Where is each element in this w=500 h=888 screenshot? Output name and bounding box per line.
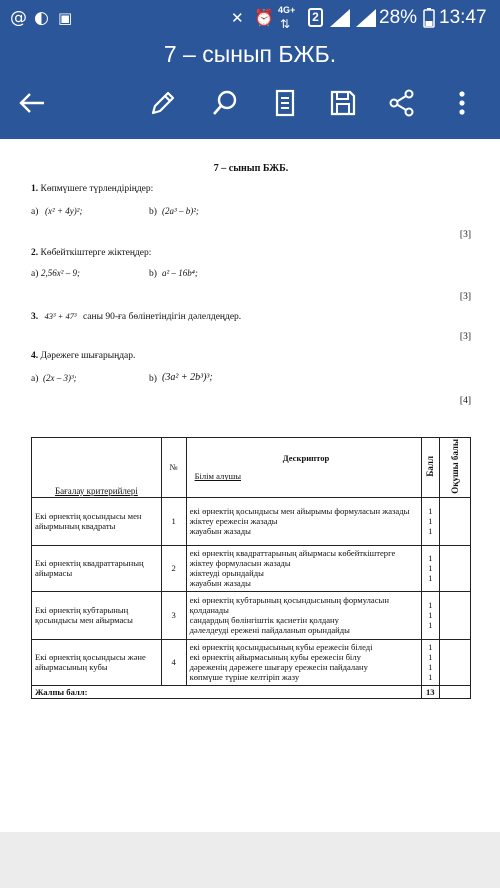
total-value: 13 — [421, 685, 440, 698]
reading-view-button[interactable] — [265, 84, 305, 122]
question-1-number: 1. — [31, 184, 39, 194]
mute-icon: ✕ — [231, 9, 244, 27]
descriptor-item: екі өрнектің айырмасының кубы ережесін білу — [189, 652, 361, 663]
signal-2-icon — [356, 9, 376, 27]
question-3 — [31, 311, 241, 322]
points-value: 1 — [428, 553, 433, 564]
descriptor-cell — [186, 591, 421, 639]
more-vertical-icon — [447, 88, 477, 118]
question-2-b-label: b) — [149, 269, 157, 279]
header-points-label: Балл — [425, 456, 436, 477]
battery-icon — [423, 8, 435, 28]
points-value: 1 — [428, 662, 433, 673]
share-button[interactable] — [382, 84, 422, 122]
points-value: 1 — [428, 506, 433, 517]
network-type: 4G+ — [278, 5, 296, 15]
header-descriptor — [186, 438, 421, 498]
more-options-button[interactable] — [442, 84, 482, 122]
question-4-score: [4] — [459, 396, 471, 406]
signal-icon — [330, 9, 350, 27]
criterion-cell: Екі өрнектің қосындысы және айырмасының кубы — [32, 639, 162, 685]
header-student-label: Білім алушы — [194, 471, 242, 482]
table-total-row — [32, 685, 471, 698]
points-value: 1 — [428, 610, 433, 621]
at-icon: @ — [10, 8, 27, 28]
question-4-text: Дәрежеге шығарыңдар. — [40, 351, 136, 361]
question-2-text: Көбейткіштерге жіктеңдер: — [40, 248, 152, 258]
status-bar — [0, 0, 500, 36]
search-button[interactable] — [205, 84, 245, 122]
doc-heading: 7 – сынып БЖБ. — [213, 163, 289, 174]
question-2-b-formula: a² – 16b⁴; — [162, 268, 198, 278]
descriptor-item: жіктеуді орындайды — [189, 568, 264, 579]
descriptor-item: жіктеу ережесін жазады — [189, 516, 278, 527]
points-cell — [421, 497, 440, 545]
app-icon: ◐ — [34, 8, 49, 28]
question-2-number: 2. — [31, 248, 39, 258]
header-student-points-label: Оқушы балы — [450, 439, 461, 494]
table-row — [32, 639, 471, 685]
header-criteria — [32, 438, 162, 498]
question-4-number: 4. — [31, 351, 39, 361]
question-1-a-label: a) — [31, 207, 39, 217]
table-header-row — [32, 438, 471, 498]
battery-level: 28% — [379, 7, 418, 28]
question-4 — [31, 351, 135, 361]
header-points — [421, 438, 440, 498]
table-row — [32, 591, 471, 639]
points-value: 1 — [428, 516, 433, 527]
sim-badge: 2 — [308, 8, 323, 27]
criterion-cell: Екі өрнектің квадраттарының айырмасы — [32, 545, 162, 591]
descriptor-cell — [186, 497, 421, 545]
header-criteria-label: Бағалау критерийлері — [54, 485, 138, 496]
question-2-score: [3] — [459, 292, 471, 302]
data-arrows-icon: ⇅ — [280, 17, 291, 31]
app-bar — [0, 36, 500, 139]
question-3-formula: 43³ + 47³ — [44, 311, 77, 321]
alarm-icon: ⏰ — [254, 8, 274, 27]
question-2 — [31, 248, 151, 258]
question-1-a-formula: (x² + 4y)²; — [45, 206, 83, 216]
table-row — [32, 497, 471, 545]
points-value: 1 — [428, 652, 433, 663]
page-background — [0, 832, 500, 888]
points-value: 1 — [428, 642, 433, 653]
document-icon — [270, 88, 300, 118]
save-button[interactable] — [323, 84, 363, 122]
back-button[interactable] — [12, 84, 52, 122]
descriptor-item: екі өрнектің кубтарының қосындысының формуласын қолданады — [189, 595, 389, 616]
question-4-a-formula: (2x – 3)³; — [43, 373, 77, 383]
points-value: 1 — [428, 563, 433, 574]
pencil-icon — [148, 88, 178, 118]
points-cell — [421, 639, 440, 685]
descriptor-item: көпмүше түріне келтіріп жазу — [189, 672, 300, 683]
question-1-score: [3] — [459, 230, 471, 240]
question-3-number: 3. — [31, 312, 39, 322]
criterion-cell: Екі өрнектің кубтарының қосындысы мен айырмасы — [32, 591, 162, 639]
question-3-score: [3] — [459, 332, 471, 342]
row-number: 2 — [161, 545, 186, 591]
question-4-b-label: b) — [149, 374, 157, 384]
header-descriptor-label: Дескриптор — [282, 453, 330, 464]
descriptor-item: жауабын жазады — [189, 578, 251, 589]
total-student-points-cell[interactable] — [440, 685, 471, 698]
points-value: 1 — [428, 620, 433, 631]
question-1-text: Көпмүшеге түрлендіріңдер: — [40, 184, 154, 194]
question-1-b-formula: (2a³ – b)²; — [162, 206, 199, 216]
arrow-left-icon — [17, 88, 47, 118]
points-value: 1 — [428, 672, 433, 683]
row-number: 4 — [161, 639, 186, 685]
question-4-a-label: a) — [31, 374, 39, 384]
row-number: 3 — [161, 591, 186, 639]
points-value: 1 — [428, 600, 433, 611]
header-student-points — [440, 438, 471, 498]
descriptor-item: екі өрнектің қосындысының кубы ережесін біледі — [189, 642, 373, 653]
descriptor-item: екі өрнектің қосындысы мен айырымы формуласын жазады — [189, 506, 410, 517]
question-2-a-formula: 2,56x² – 9; — [41, 268, 80, 278]
student-points-cell[interactable] — [440, 497, 471, 545]
student-points-cell[interactable] — [440, 591, 471, 639]
descriptor-item: дәлелдеуді ережені пайдаланып орындайды — [189, 625, 350, 636]
search-icon — [210, 88, 240, 118]
points-value: 1 — [428, 573, 433, 584]
student-points-cell[interactable] — [440, 545, 471, 591]
descriptor-cell — [186, 639, 421, 685]
table-row — [32, 545, 471, 591]
points-value: 1 — [428, 526, 433, 537]
question-2-a-label: a) — [31, 269, 39, 279]
question-3-text: саны 90-ға бөлінетіндігін дәлелдеңдер. — [82, 312, 242, 322]
student-points-cell[interactable] — [440, 639, 471, 685]
assessment-table — [31, 437, 471, 699]
descriptor-item: сандардың бөлінгіштік қасиетін қолдану — [189, 615, 339, 626]
descriptor-cell — [186, 545, 421, 591]
descriptor-item: дәреженің дәрежеге шығару ережесін пайдалану — [189, 662, 368, 673]
row-number: 1 — [161, 497, 186, 545]
descriptor-item: жауабын жазады — [189, 526, 251, 537]
header-number: № — [161, 438, 186, 498]
document-page[interactable] — [0, 139, 500, 832]
points-cell — [421, 545, 440, 591]
save-icon — [328, 88, 358, 118]
points-cell — [421, 591, 440, 639]
question-1-b-label: b) — [149, 207, 157, 217]
edit-button[interactable] — [143, 84, 183, 122]
share-icon — [387, 88, 417, 118]
question-1 — [31, 184, 153, 194]
image-icon: ▣ — [58, 9, 73, 27]
question-4-b-formula: (3a² + 2b³)³; — [162, 372, 213, 383]
clock: 13:47 — [439, 7, 487, 28]
descriptor-item: екі өрнектің квадраттарының айырмасы көбейткіштерге жіктеу формуласын жазады — [189, 548, 396, 569]
document-title: 7 – сынып БЖБ. — [163, 41, 337, 67]
total-label: Жалпы балл: — [32, 685, 422, 698]
criterion-cell: Екі өрнектің қосындысы мен айырмының квадраты — [32, 497, 162, 545]
